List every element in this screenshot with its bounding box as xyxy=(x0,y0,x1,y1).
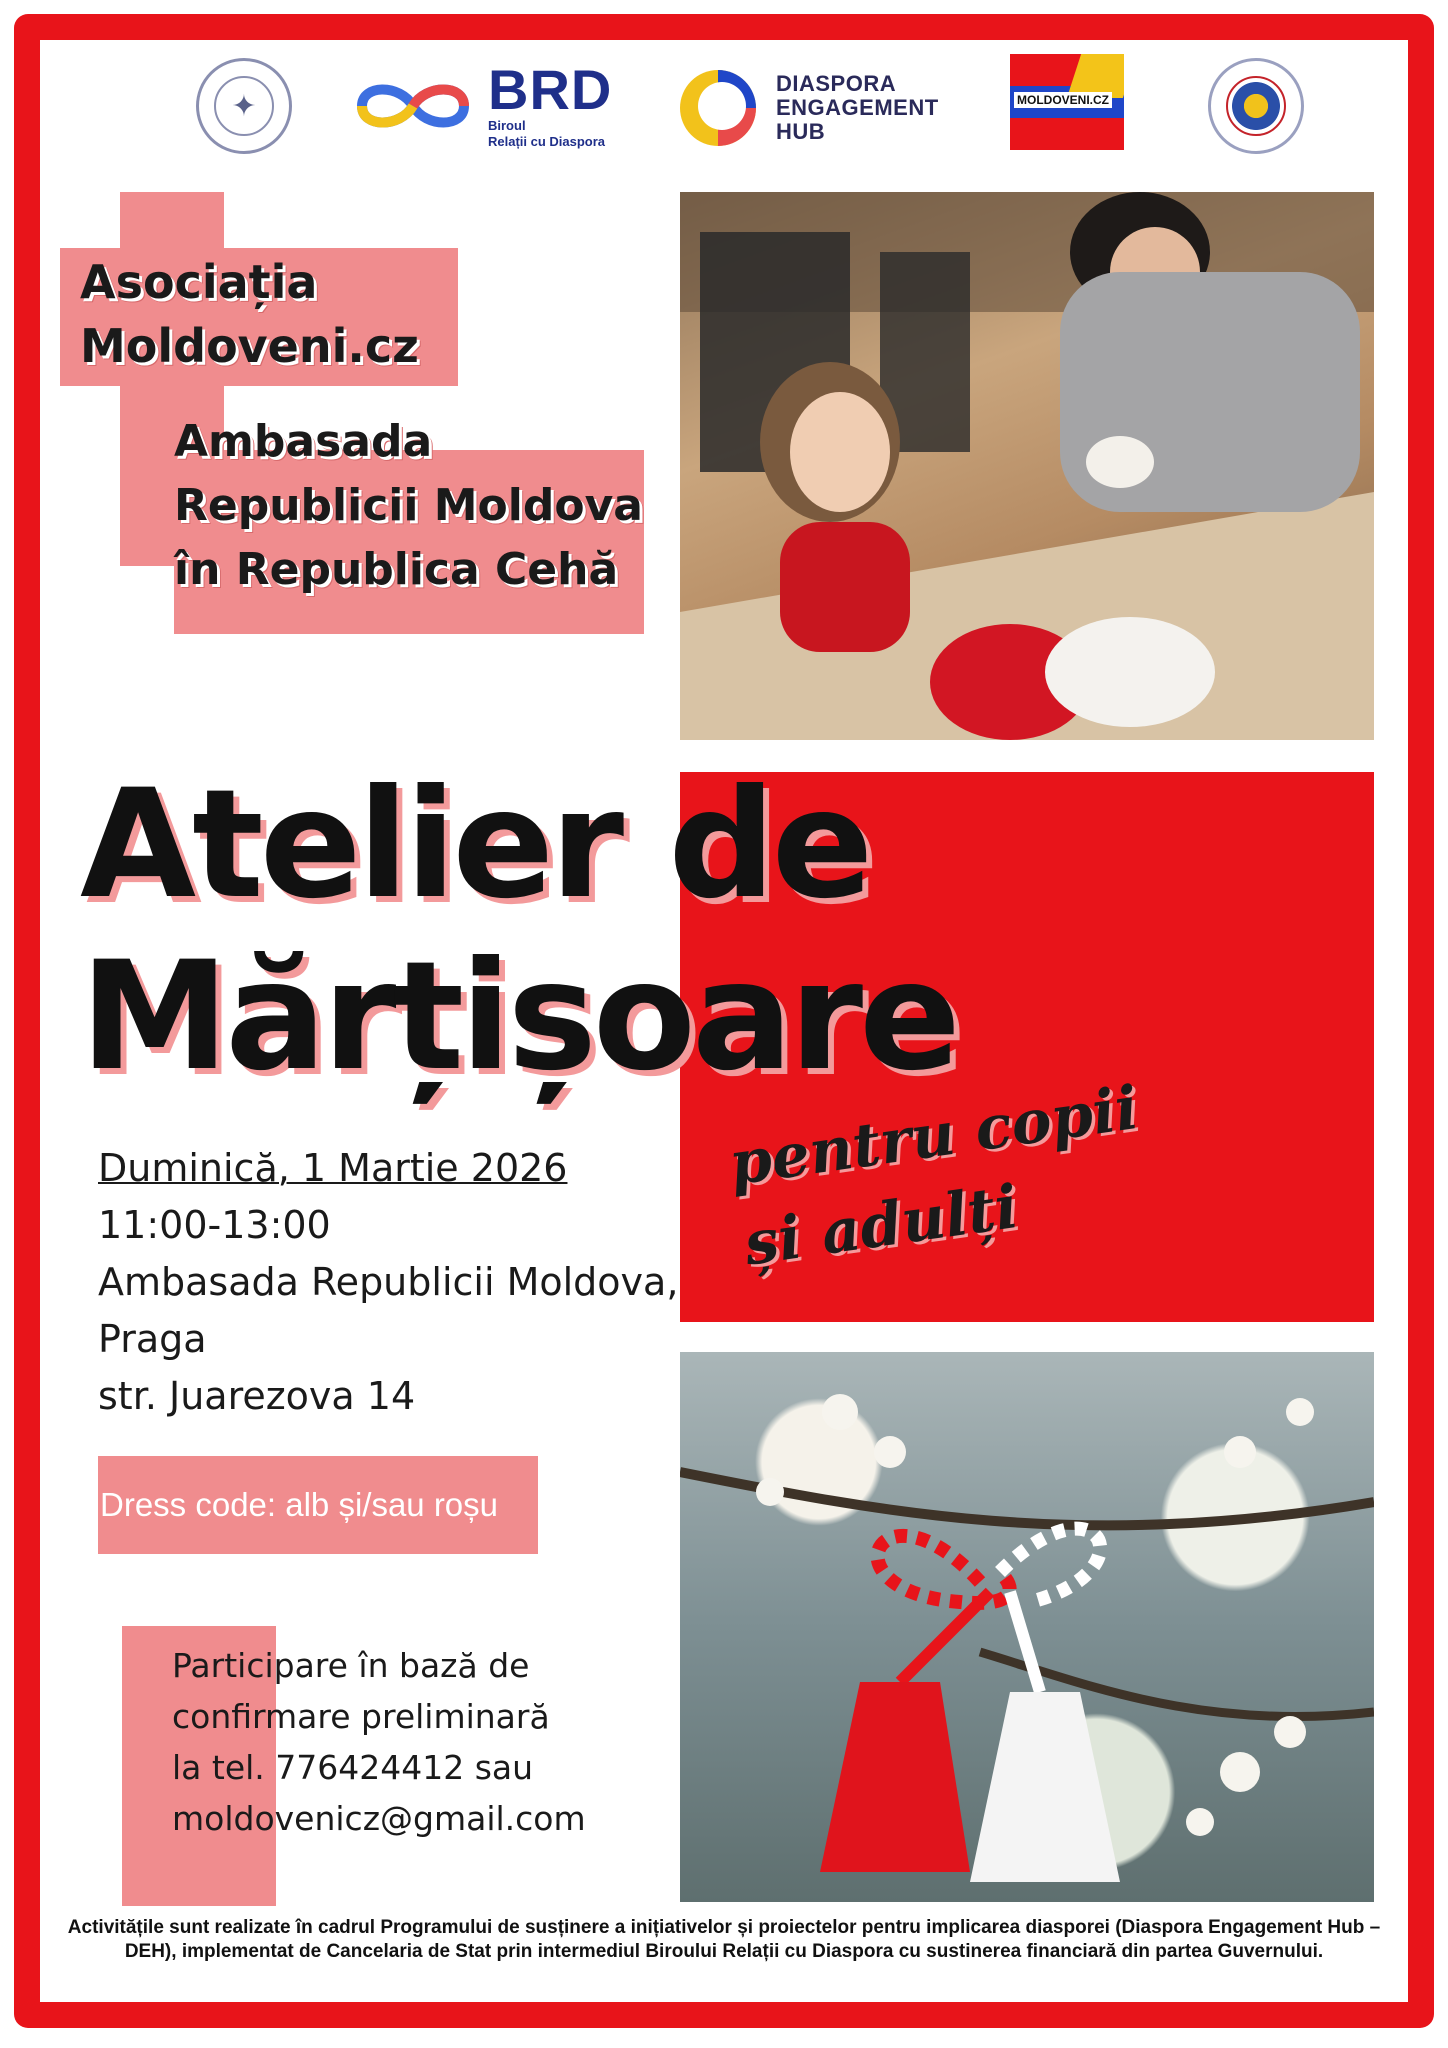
event-time: 11:00-13:00 xyxy=(98,1203,331,1247)
event-venue-line-1: Ambasada Republicii Moldova, xyxy=(98,1260,679,1304)
footer-line-2: DEH), implementat de Cancelaria de Stat prin intermediul Biroului Relații cu Diaspora cu sustinerea financiară din partea Guvernului. xyxy=(124,1941,1324,1962)
participation-info xyxy=(172,1640,586,1844)
event-date: Duminică, 1 Martie 2026 xyxy=(98,1146,568,1190)
workshop-photo xyxy=(680,192,1374,740)
embassy-line-2: Republicii Moldova xyxy=(174,480,643,531)
event-details xyxy=(98,1140,678,1425)
embassy-line-1: Ambasada xyxy=(174,416,433,467)
brd-sub-1: Biroul xyxy=(488,118,526,133)
event-title-line-1: Atelier de xyxy=(80,758,870,932)
subtitle-line-2: și adulți xyxy=(740,1172,1023,1280)
participation-line-3: la tel. 776424412 sau xyxy=(172,1748,534,1787)
deh-logo xyxy=(676,66,939,150)
government-seal-logo xyxy=(196,58,292,154)
participation-email: moldovenicz@gmail.com xyxy=(172,1799,586,1838)
association-line-1: Asociația xyxy=(80,255,318,309)
association-name xyxy=(80,250,419,378)
brd-title: BRD xyxy=(488,58,613,121)
footer-line-1: Activitățile sunt realizate în cadrul Programului de susținere a inițiativelor și proiectelor pentru implicarea diasporei (Diaspora Engagement Hub – xyxy=(67,1917,1381,1938)
embassy-seal-icon xyxy=(1226,76,1286,136)
deh-line-3: HUB xyxy=(776,119,826,144)
embassy-seal-logo xyxy=(1208,58,1304,154)
event-title-line-2: Mărțișoare xyxy=(80,930,957,1104)
participation-line-1: Participare în bază de xyxy=(172,1646,530,1685)
subtitle-line-1: pentru copii xyxy=(725,1073,1143,1200)
infinity-icon xyxy=(352,76,474,136)
brd-sub-2: Relații cu Diaspora xyxy=(488,134,606,149)
event-address: str. Juarezova 14 xyxy=(98,1374,416,1418)
event-venue-line-2: Praga xyxy=(98,1317,207,1361)
dress-code-text: Dress code: alb și/sau roșu xyxy=(100,1486,499,1523)
globe-icon xyxy=(676,66,760,150)
martisor-photo xyxy=(680,1352,1374,1902)
brd-logo xyxy=(352,58,613,150)
embassy-line-3: în Republica Cehă xyxy=(174,544,619,595)
deh-line-1: DIASPORA xyxy=(776,71,897,96)
funding-footer xyxy=(40,1916,1408,1964)
government-seal-icon: ✦ xyxy=(214,76,274,136)
moldoveni-cz-label: MOLDOVENI.CZ xyxy=(1014,92,1112,108)
moldoveni-cz-logo xyxy=(1010,54,1124,150)
deh-line-2: ENGAGEMENT xyxy=(776,95,939,120)
embassy-name xyxy=(174,410,643,602)
participation-line-2: confirmare preliminară xyxy=(172,1697,550,1736)
association-line-2: Moldoveni.cz xyxy=(80,319,419,373)
dress-code-box xyxy=(98,1456,538,1554)
